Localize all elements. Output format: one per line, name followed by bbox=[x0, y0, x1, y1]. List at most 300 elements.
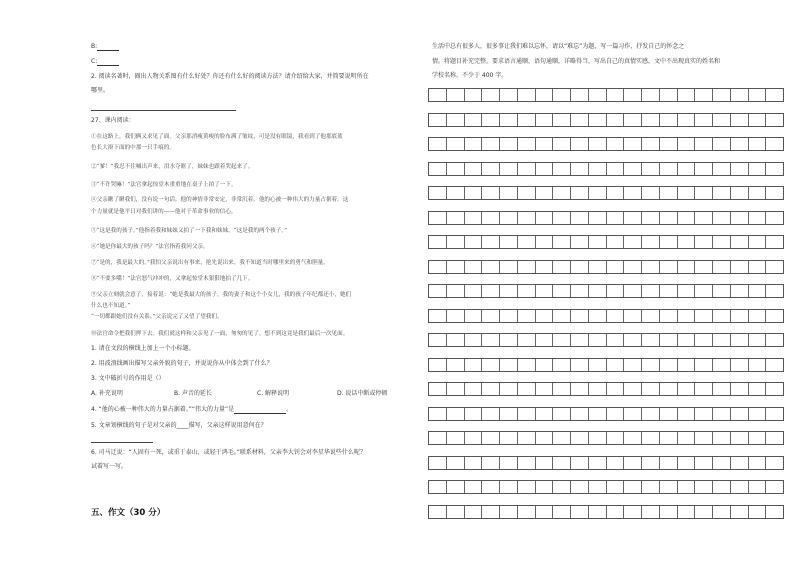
grid-cell[interactable] bbox=[518, 114, 536, 126]
grid-cell[interactable] bbox=[749, 163, 767, 175]
grid-cell[interactable] bbox=[482, 359, 500, 371]
grid-cell[interactable] bbox=[731, 334, 749, 346]
grid-cell[interactable] bbox=[607, 163, 625, 175]
grid-cell[interactable] bbox=[678, 114, 696, 126]
grid-cell[interactable] bbox=[642, 212, 660, 224]
grid-cell[interactable] bbox=[642, 89, 660, 101]
grid-cell[interactable] bbox=[500, 506, 518, 518]
grid-cell[interactable] bbox=[607, 261, 625, 273]
grid-cell[interactable] bbox=[518, 334, 536, 346]
grid-cell[interactable] bbox=[589, 481, 607, 493]
grid-cell[interactable] bbox=[429, 408, 447, 420]
grid-cell[interactable] bbox=[465, 481, 483, 493]
grid-cell[interactable] bbox=[713, 236, 731, 248]
grid-cell[interactable] bbox=[500, 310, 518, 322]
grid-cell[interactable] bbox=[589, 163, 607, 175]
grid-cell[interactable] bbox=[731, 285, 749, 297]
grid-cell[interactable] bbox=[482, 383, 500, 395]
grid-cell[interactable] bbox=[766, 114, 783, 126]
grid-cell[interactable] bbox=[500, 432, 518, 444]
sub-question-5-answer-line[interactable] bbox=[91, 442, 153, 443]
grid-cell[interactable] bbox=[624, 114, 642, 126]
grid-cell[interactable] bbox=[482, 187, 500, 199]
grid-cell[interactable] bbox=[731, 261, 749, 273]
grid-cell[interactable] bbox=[607, 310, 625, 322]
grid-cell[interactable] bbox=[536, 163, 554, 175]
grid-cell[interactable] bbox=[571, 138, 589, 150]
grid-cell[interactable] bbox=[749, 310, 767, 322]
grid-cell[interactable] bbox=[429, 334, 447, 346]
grid-cell[interactable] bbox=[553, 285, 571, 297]
grid-cell[interactable] bbox=[749, 285, 767, 297]
grid-cell[interactable] bbox=[482, 163, 500, 175]
grid-cell[interactable] bbox=[571, 89, 589, 101]
answer-c-blank[interactable] bbox=[97, 60, 119, 66]
grid-cell[interactable] bbox=[465, 163, 483, 175]
grid-cell[interactable] bbox=[447, 285, 465, 297]
grid-cell[interactable] bbox=[447, 89, 465, 101]
grid-cell[interactable] bbox=[660, 212, 678, 224]
grid-cell[interactable] bbox=[607, 89, 625, 101]
grid-cell[interactable] bbox=[678, 212, 696, 224]
grid-cell[interactable] bbox=[536, 310, 554, 322]
grid-cell[interactable] bbox=[571, 114, 589, 126]
grid-cell[interactable] bbox=[553, 163, 571, 175]
grid-cell[interactable] bbox=[571, 408, 589, 420]
grid-cell[interactable] bbox=[553, 261, 571, 273]
grid-cell[interactable] bbox=[447, 212, 465, 224]
grid-cell[interactable] bbox=[465, 310, 483, 322]
grid-cell[interactable] bbox=[642, 506, 660, 518]
grid-cell[interactable] bbox=[447, 138, 465, 150]
grid-cell[interactable] bbox=[607, 187, 625, 199]
grid-cell[interactable] bbox=[429, 212, 447, 224]
grid-cell[interactable] bbox=[749, 457, 767, 469]
grid-cell[interactable] bbox=[713, 89, 731, 101]
grid-cell[interactable] bbox=[536, 383, 554, 395]
grid-cell[interactable] bbox=[482, 481, 500, 493]
grid-cell[interactable] bbox=[429, 114, 447, 126]
grid-cell[interactable] bbox=[589, 506, 607, 518]
grid-cell[interactable] bbox=[429, 187, 447, 199]
grid-cell[interactable] bbox=[589, 261, 607, 273]
grid-cell[interactable] bbox=[607, 212, 625, 224]
grid-cell[interactable] bbox=[589, 236, 607, 248]
grid-cell[interactable] bbox=[695, 506, 713, 518]
grid-cell[interactable] bbox=[713, 138, 731, 150]
grid-cell[interactable] bbox=[678, 334, 696, 346]
grid-cell[interactable] bbox=[766, 334, 783, 346]
sub-question-4-blank[interactable] bbox=[234, 408, 286, 414]
grid-cell[interactable] bbox=[553, 383, 571, 395]
grid-cell[interactable] bbox=[589, 212, 607, 224]
grid-cell[interactable] bbox=[500, 138, 518, 150]
grid-cell[interactable] bbox=[482, 310, 500, 322]
grid-cell[interactable] bbox=[553, 408, 571, 420]
grid-cell[interactable] bbox=[695, 383, 713, 395]
grid-cell[interactable] bbox=[518, 212, 536, 224]
grid-cell[interactable] bbox=[660, 236, 678, 248]
grid-cell[interactable] bbox=[536, 334, 554, 346]
grid-cell[interactable] bbox=[695, 359, 713, 371]
grid-cell[interactable] bbox=[571, 187, 589, 199]
grid-cell[interactable] bbox=[536, 236, 554, 248]
grid-cell[interactable] bbox=[695, 261, 713, 273]
grid-cell[interactable] bbox=[642, 285, 660, 297]
grid-cell[interactable] bbox=[447, 334, 465, 346]
grid-cell[interactable] bbox=[624, 163, 642, 175]
grid-cell[interactable] bbox=[607, 408, 625, 420]
grid-cell[interactable] bbox=[536, 138, 554, 150]
grid-cell[interactable] bbox=[660, 187, 678, 199]
grid-cell[interactable] bbox=[553, 236, 571, 248]
grid-cell[interactable] bbox=[660, 285, 678, 297]
grid-cell[interactable] bbox=[536, 506, 554, 518]
grid-cell[interactable] bbox=[447, 506, 465, 518]
grid-cell[interactable] bbox=[500, 481, 518, 493]
grid-cell[interactable] bbox=[624, 432, 642, 444]
grid-cell[interactable] bbox=[518, 187, 536, 199]
grid-cell[interactable] bbox=[695, 236, 713, 248]
grid-cell[interactable] bbox=[553, 359, 571, 371]
grid-cell[interactable] bbox=[571, 359, 589, 371]
grid-cell[interactable] bbox=[642, 187, 660, 199]
grid-cell[interactable] bbox=[766, 383, 783, 395]
grid-cell[interactable] bbox=[482, 432, 500, 444]
grid-cell[interactable] bbox=[465, 89, 483, 101]
grid-cell[interactable] bbox=[607, 457, 625, 469]
grid-cell[interactable] bbox=[447, 187, 465, 199]
grid-cell[interactable] bbox=[660, 383, 678, 395]
grid-cell[interactable] bbox=[589, 187, 607, 199]
grid-cell[interactable] bbox=[695, 432, 713, 444]
grid-cell[interactable] bbox=[766, 212, 783, 224]
grid-cell[interactable] bbox=[429, 359, 447, 371]
grid-cell[interactable] bbox=[553, 138, 571, 150]
option-b[interactable]: B. 声音的延长 bbox=[174, 390, 212, 397]
grid-cell[interactable] bbox=[766, 261, 783, 273]
grid-cell[interactable] bbox=[678, 163, 696, 175]
grid-cell[interactable] bbox=[660, 359, 678, 371]
grid-cell[interactable] bbox=[536, 285, 554, 297]
grid-cell[interactable] bbox=[429, 506, 447, 518]
grid-cell[interactable] bbox=[678, 187, 696, 199]
grid-cell[interactable] bbox=[553, 457, 571, 469]
grid-cell[interactable] bbox=[660, 432, 678, 444]
grid-cell[interactable] bbox=[624, 457, 642, 469]
grid-cell[interactable] bbox=[500, 114, 518, 126]
grid-cell[interactable] bbox=[482, 261, 500, 273]
grid-cell[interactable] bbox=[642, 408, 660, 420]
grid-cell[interactable] bbox=[589, 138, 607, 150]
grid-cell[interactable] bbox=[695, 457, 713, 469]
grid-cell[interactable] bbox=[518, 285, 536, 297]
grid-cell[interactable] bbox=[660, 506, 678, 518]
grid-cell[interactable] bbox=[624, 212, 642, 224]
grid-cell[interactable] bbox=[624, 334, 642, 346]
grid-cell[interactable] bbox=[482, 114, 500, 126]
grid-cell[interactable] bbox=[713, 114, 731, 126]
grid-cell[interactable] bbox=[695, 212, 713, 224]
option-c[interactable]: C. 解释说明 bbox=[257, 390, 290, 397]
grid-cell[interactable] bbox=[731, 138, 749, 150]
grid-cell[interactable] bbox=[749, 138, 767, 150]
grid-cell[interactable] bbox=[465, 114, 483, 126]
grid-cell[interactable] bbox=[482, 408, 500, 420]
grid-cell[interactable] bbox=[766, 89, 783, 101]
grid-cell[interactable] bbox=[536, 359, 554, 371]
grid-cell[interactable] bbox=[749, 114, 767, 126]
grid-cell[interactable] bbox=[624, 481, 642, 493]
grid-cell[interactable] bbox=[766, 408, 783, 420]
grid-cell[interactable] bbox=[465, 212, 483, 224]
grid-cell[interactable] bbox=[518, 163, 536, 175]
grid-cell[interactable] bbox=[553, 187, 571, 199]
grid-cell[interactable] bbox=[660, 408, 678, 420]
grid-cell[interactable] bbox=[465, 408, 483, 420]
grid-cell[interactable] bbox=[536, 212, 554, 224]
grid-cell[interactable] bbox=[607, 383, 625, 395]
grid-cell[interactable] bbox=[678, 506, 696, 518]
grid-cell[interactable] bbox=[642, 138, 660, 150]
grid-cell[interactable] bbox=[500, 408, 518, 420]
grid-cell[interactable] bbox=[571, 383, 589, 395]
grid-cell[interactable] bbox=[660, 261, 678, 273]
grid-cell[interactable] bbox=[660, 481, 678, 493]
grid-cell[interactable] bbox=[536, 261, 554, 273]
grid-cell[interactable] bbox=[678, 138, 696, 150]
grid-cell[interactable] bbox=[429, 383, 447, 395]
grid-cell[interactable] bbox=[536, 114, 554, 126]
grid-cell[interactable] bbox=[713, 383, 731, 395]
grid-cell[interactable] bbox=[678, 89, 696, 101]
grid-cell[interactable] bbox=[660, 310, 678, 322]
grid-cell[interactable] bbox=[678, 408, 696, 420]
grid-cell[interactable] bbox=[731, 432, 749, 444]
grid-cell[interactable] bbox=[447, 163, 465, 175]
grid-cell[interactable] bbox=[465, 383, 483, 395]
grid-cell[interactable] bbox=[624, 310, 642, 322]
grid-cell[interactable] bbox=[678, 261, 696, 273]
grid-cell[interactable] bbox=[553, 89, 571, 101]
grid-cell[interactable] bbox=[624, 89, 642, 101]
grid-cell[interactable] bbox=[624, 383, 642, 395]
grid-cell[interactable] bbox=[447, 481, 465, 493]
grid-cell[interactable] bbox=[766, 359, 783, 371]
grid-cell[interactable] bbox=[749, 359, 767, 371]
grid-cell[interactable] bbox=[447, 310, 465, 322]
grid-cell[interactable] bbox=[429, 261, 447, 273]
grid-cell[interactable] bbox=[536, 432, 554, 444]
grid-cell[interactable] bbox=[624, 236, 642, 248]
grid-cell[interactable] bbox=[766, 236, 783, 248]
grid-cell[interactable] bbox=[766, 310, 783, 322]
grid-cell[interactable] bbox=[571, 481, 589, 493]
grid-cell[interactable] bbox=[695, 114, 713, 126]
grid-cell[interactable] bbox=[749, 481, 767, 493]
grid-cell[interactable] bbox=[766, 432, 783, 444]
grid-cell[interactable] bbox=[660, 89, 678, 101]
grid-cell[interactable] bbox=[518, 89, 536, 101]
grid-cell[interactable] bbox=[465, 457, 483, 469]
option-d[interactable]: D. 说话中断或停顿 bbox=[337, 390, 388, 397]
grid-cell[interactable] bbox=[429, 310, 447, 322]
grid-cell[interactable] bbox=[482, 89, 500, 101]
grid-cell[interactable] bbox=[624, 408, 642, 420]
grid-cell[interactable] bbox=[571, 285, 589, 297]
grid-cell[interactable] bbox=[500, 383, 518, 395]
grid-cell[interactable] bbox=[589, 383, 607, 395]
grid-cell[interactable] bbox=[713, 334, 731, 346]
grid-cell[interactable] bbox=[589, 310, 607, 322]
grid-cell[interactable] bbox=[642, 114, 660, 126]
grid-cell[interactable] bbox=[465, 432, 483, 444]
grid-cell[interactable] bbox=[465, 236, 483, 248]
grid-cell[interactable] bbox=[447, 236, 465, 248]
grid-cell[interactable] bbox=[642, 261, 660, 273]
grid-cell[interactable] bbox=[571, 163, 589, 175]
grid-cell[interactable] bbox=[518, 261, 536, 273]
grid-cell[interactable] bbox=[607, 285, 625, 297]
grid-cell[interactable] bbox=[553, 432, 571, 444]
grid-cell[interactable] bbox=[642, 383, 660, 395]
grid-cell[interactable] bbox=[749, 236, 767, 248]
grid-cell[interactable] bbox=[429, 457, 447, 469]
grid-cell[interactable] bbox=[482, 285, 500, 297]
grid-cell[interactable] bbox=[465, 261, 483, 273]
grid-cell[interactable] bbox=[447, 457, 465, 469]
grid-cell[interactable] bbox=[713, 481, 731, 493]
grid-cell[interactable] bbox=[749, 212, 767, 224]
grid-cell[interactable] bbox=[731, 481, 749, 493]
grid-cell[interactable] bbox=[713, 359, 731, 371]
grid-cell[interactable] bbox=[589, 114, 607, 126]
grid-cell[interactable] bbox=[678, 310, 696, 322]
grid-cell[interactable] bbox=[447, 261, 465, 273]
grid-cell[interactable] bbox=[624, 187, 642, 199]
grid-cell[interactable] bbox=[695, 89, 713, 101]
grid-cell[interactable] bbox=[429, 481, 447, 493]
grid-cell[interactable] bbox=[447, 114, 465, 126]
grid-cell[interactable] bbox=[571, 261, 589, 273]
grid-cell[interactable] bbox=[465, 285, 483, 297]
grid-cell[interactable] bbox=[447, 408, 465, 420]
grid-cell[interactable] bbox=[695, 408, 713, 420]
grid-cell[interactable] bbox=[500, 212, 518, 224]
grid-cell[interactable] bbox=[731, 187, 749, 199]
grid-cell[interactable] bbox=[766, 285, 783, 297]
grid-cell[interactable] bbox=[660, 114, 678, 126]
grid-cell[interactable] bbox=[465, 359, 483, 371]
grid-cell[interactable] bbox=[678, 359, 696, 371]
grid-cell[interactable] bbox=[465, 138, 483, 150]
grid-cell[interactable] bbox=[731, 310, 749, 322]
grid-cell[interactable] bbox=[607, 506, 625, 518]
grid-cell[interactable] bbox=[731, 408, 749, 420]
grid-cell[interactable] bbox=[500, 89, 518, 101]
grid-cell[interactable] bbox=[642, 163, 660, 175]
grid-cell[interactable] bbox=[589, 432, 607, 444]
grid-cell[interactable] bbox=[731, 359, 749, 371]
grid-cell[interactable] bbox=[642, 236, 660, 248]
grid-cell[interactable] bbox=[731, 114, 749, 126]
grid-cell[interactable] bbox=[429, 236, 447, 248]
grid-cell[interactable] bbox=[695, 138, 713, 150]
grid-cell[interactable] bbox=[678, 457, 696, 469]
grid-cell[interactable] bbox=[731, 506, 749, 518]
grid-cell[interactable] bbox=[642, 432, 660, 444]
grid-cell[interactable] bbox=[536, 457, 554, 469]
grid-cell[interactable] bbox=[695, 334, 713, 346]
grid-cell[interactable] bbox=[642, 310, 660, 322]
grid-cell[interactable] bbox=[713, 163, 731, 175]
grid-cell[interactable] bbox=[589, 285, 607, 297]
grid-cell[interactable] bbox=[465, 334, 483, 346]
grid-cell[interactable] bbox=[589, 334, 607, 346]
grid-cell[interactable] bbox=[713, 506, 731, 518]
grid-cell[interactable] bbox=[749, 383, 767, 395]
grid-cell[interactable] bbox=[482, 334, 500, 346]
grid-cell[interactable] bbox=[731, 163, 749, 175]
grid-cell[interactable] bbox=[749, 334, 767, 346]
grid-cell[interactable] bbox=[589, 89, 607, 101]
grid-cell[interactable] bbox=[695, 310, 713, 322]
grid-cell[interactable] bbox=[518, 383, 536, 395]
grid-cell[interactable] bbox=[553, 114, 571, 126]
grid-cell[interactable] bbox=[447, 432, 465, 444]
grid-cell[interactable] bbox=[429, 89, 447, 101]
grid-cell[interactable] bbox=[695, 163, 713, 175]
grid-cell[interactable] bbox=[536, 187, 554, 199]
grid-cell[interactable] bbox=[553, 506, 571, 518]
grid-cell[interactable] bbox=[642, 359, 660, 371]
grid-cell[interactable] bbox=[518, 310, 536, 322]
grid-cell[interactable] bbox=[500, 359, 518, 371]
grid-cell[interactable] bbox=[713, 432, 731, 444]
grid-cell[interactable] bbox=[695, 187, 713, 199]
grid-cell[interactable] bbox=[429, 285, 447, 297]
grid-cell[interactable] bbox=[607, 359, 625, 371]
grid-cell[interactable] bbox=[713, 310, 731, 322]
grid-cell[interactable] bbox=[500, 187, 518, 199]
grid-cell[interactable] bbox=[731, 212, 749, 224]
grid-cell[interactable] bbox=[731, 236, 749, 248]
grid-cell[interactable] bbox=[731, 457, 749, 469]
grid-cell[interactable] bbox=[500, 334, 518, 346]
grid-cell[interactable] bbox=[553, 212, 571, 224]
grid-cell[interactable] bbox=[624, 285, 642, 297]
grid-cell[interactable] bbox=[695, 481, 713, 493]
grid-cell[interactable] bbox=[518, 432, 536, 444]
grid-cell[interactable] bbox=[695, 285, 713, 297]
grid-cell[interactable] bbox=[766, 457, 783, 469]
grid-cell[interactable] bbox=[518, 408, 536, 420]
grid-cell[interactable] bbox=[607, 114, 625, 126]
grid-cell[interactable] bbox=[642, 481, 660, 493]
grid-cell[interactable] bbox=[465, 187, 483, 199]
grid-cell[interactable] bbox=[429, 163, 447, 175]
grid-cell[interactable] bbox=[536, 89, 554, 101]
grid-cell[interactable] bbox=[465, 506, 483, 518]
grid-cell[interactable] bbox=[624, 138, 642, 150]
grid-cell[interactable] bbox=[482, 212, 500, 224]
grid-cell[interactable] bbox=[660, 334, 678, 346]
grid-cell[interactable] bbox=[482, 457, 500, 469]
grid-cell[interactable] bbox=[482, 236, 500, 248]
grid-cell[interactable] bbox=[500, 285, 518, 297]
grid-cell[interactable] bbox=[766, 187, 783, 199]
grid-cell[interactable] bbox=[482, 506, 500, 518]
